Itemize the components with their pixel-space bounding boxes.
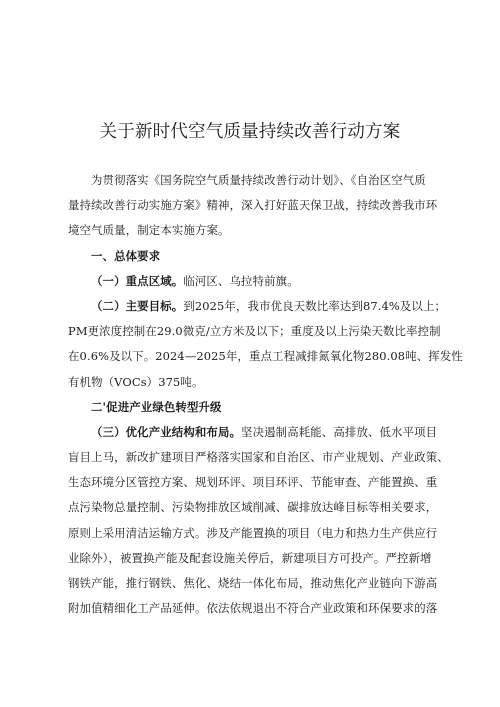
paragraph-line: 在0.6%及以下。2024—2025年，重点工程减排氮氧化物280.08吨、挥发性 [68,349,463,364]
subsection-line [68,269,434,294]
subsection-line [68,294,447,319]
subsection-heading: （三）优化产业结构和布局。 [91,424,242,439]
paragraph-line: 点污染物总量控制、污染物排放区域削减、碳排放达峰目标等相关要求， [68,500,438,515]
subsection-text: 临河区、乌拉特前旗。 [183,273,299,288]
paragraph-line: 境空气质量，制定本实施方案。 [68,223,230,238]
paragraph-line: 钢铁产能，推行钢铁、焦化、烧结一体化布局，推动焦化产业链向下游高 [68,576,438,590]
section-heading: 一、总体要求 [91,248,161,263]
paragraph-line: 有机物（VOCs）375吨。 [68,374,204,389]
paragraph-line: 业除外），被置换产能及配套设施关停后，新建项目方可投产。严控新增 [68,550,432,565]
paragraph-line: 附加值精细化工产品延伸。依法依规退出不符合产业政策和环保要求的落 [68,601,438,616]
paragraph-line: 原则上采用清洁运输方式。涉及产能置换的项目（电力和热力生产供应行 [68,525,438,540]
subsection-text: 坚决遏制高耗能、高排放、低水平项目 [241,424,438,439]
subsection-heading: （二）主要目标。 [91,298,184,313]
document-title: 关于新时代空气质量持续改善行动方案 [99,122,401,142]
document-body [68,168,463,621]
paragraph-line: 生态环境分区管控方案、规划环评、项目环评、节能审查、产能置换、重 [68,475,438,490]
paragraph-line: 为贯彻落实《国务院空气质量持续改善行动计划》、《自治区空气质 [91,173,426,187]
paragraph-line: 盲目上马，新改扩建项目严格落实国家和自治区、市产业规划、产业政策、 [68,450,449,465]
subsection-heading: （一）重点区域。 [91,273,184,288]
subsection-text: 到2025年，我市优良天数比率达到87.4%及以上； [183,298,447,313]
section-heading: 二'促进产业绿色转型升级 [91,399,222,414]
subsection-line [68,420,438,445]
paragraph-line: PM更浓度控制在29.0微克/立方米及以下；重度及以上污染天数比率控制 [68,324,441,339]
paragraph-line: 量持续改善行动实施方案》精神，深入打好蓝天保卫战，持续改善我市环 [68,198,438,213]
